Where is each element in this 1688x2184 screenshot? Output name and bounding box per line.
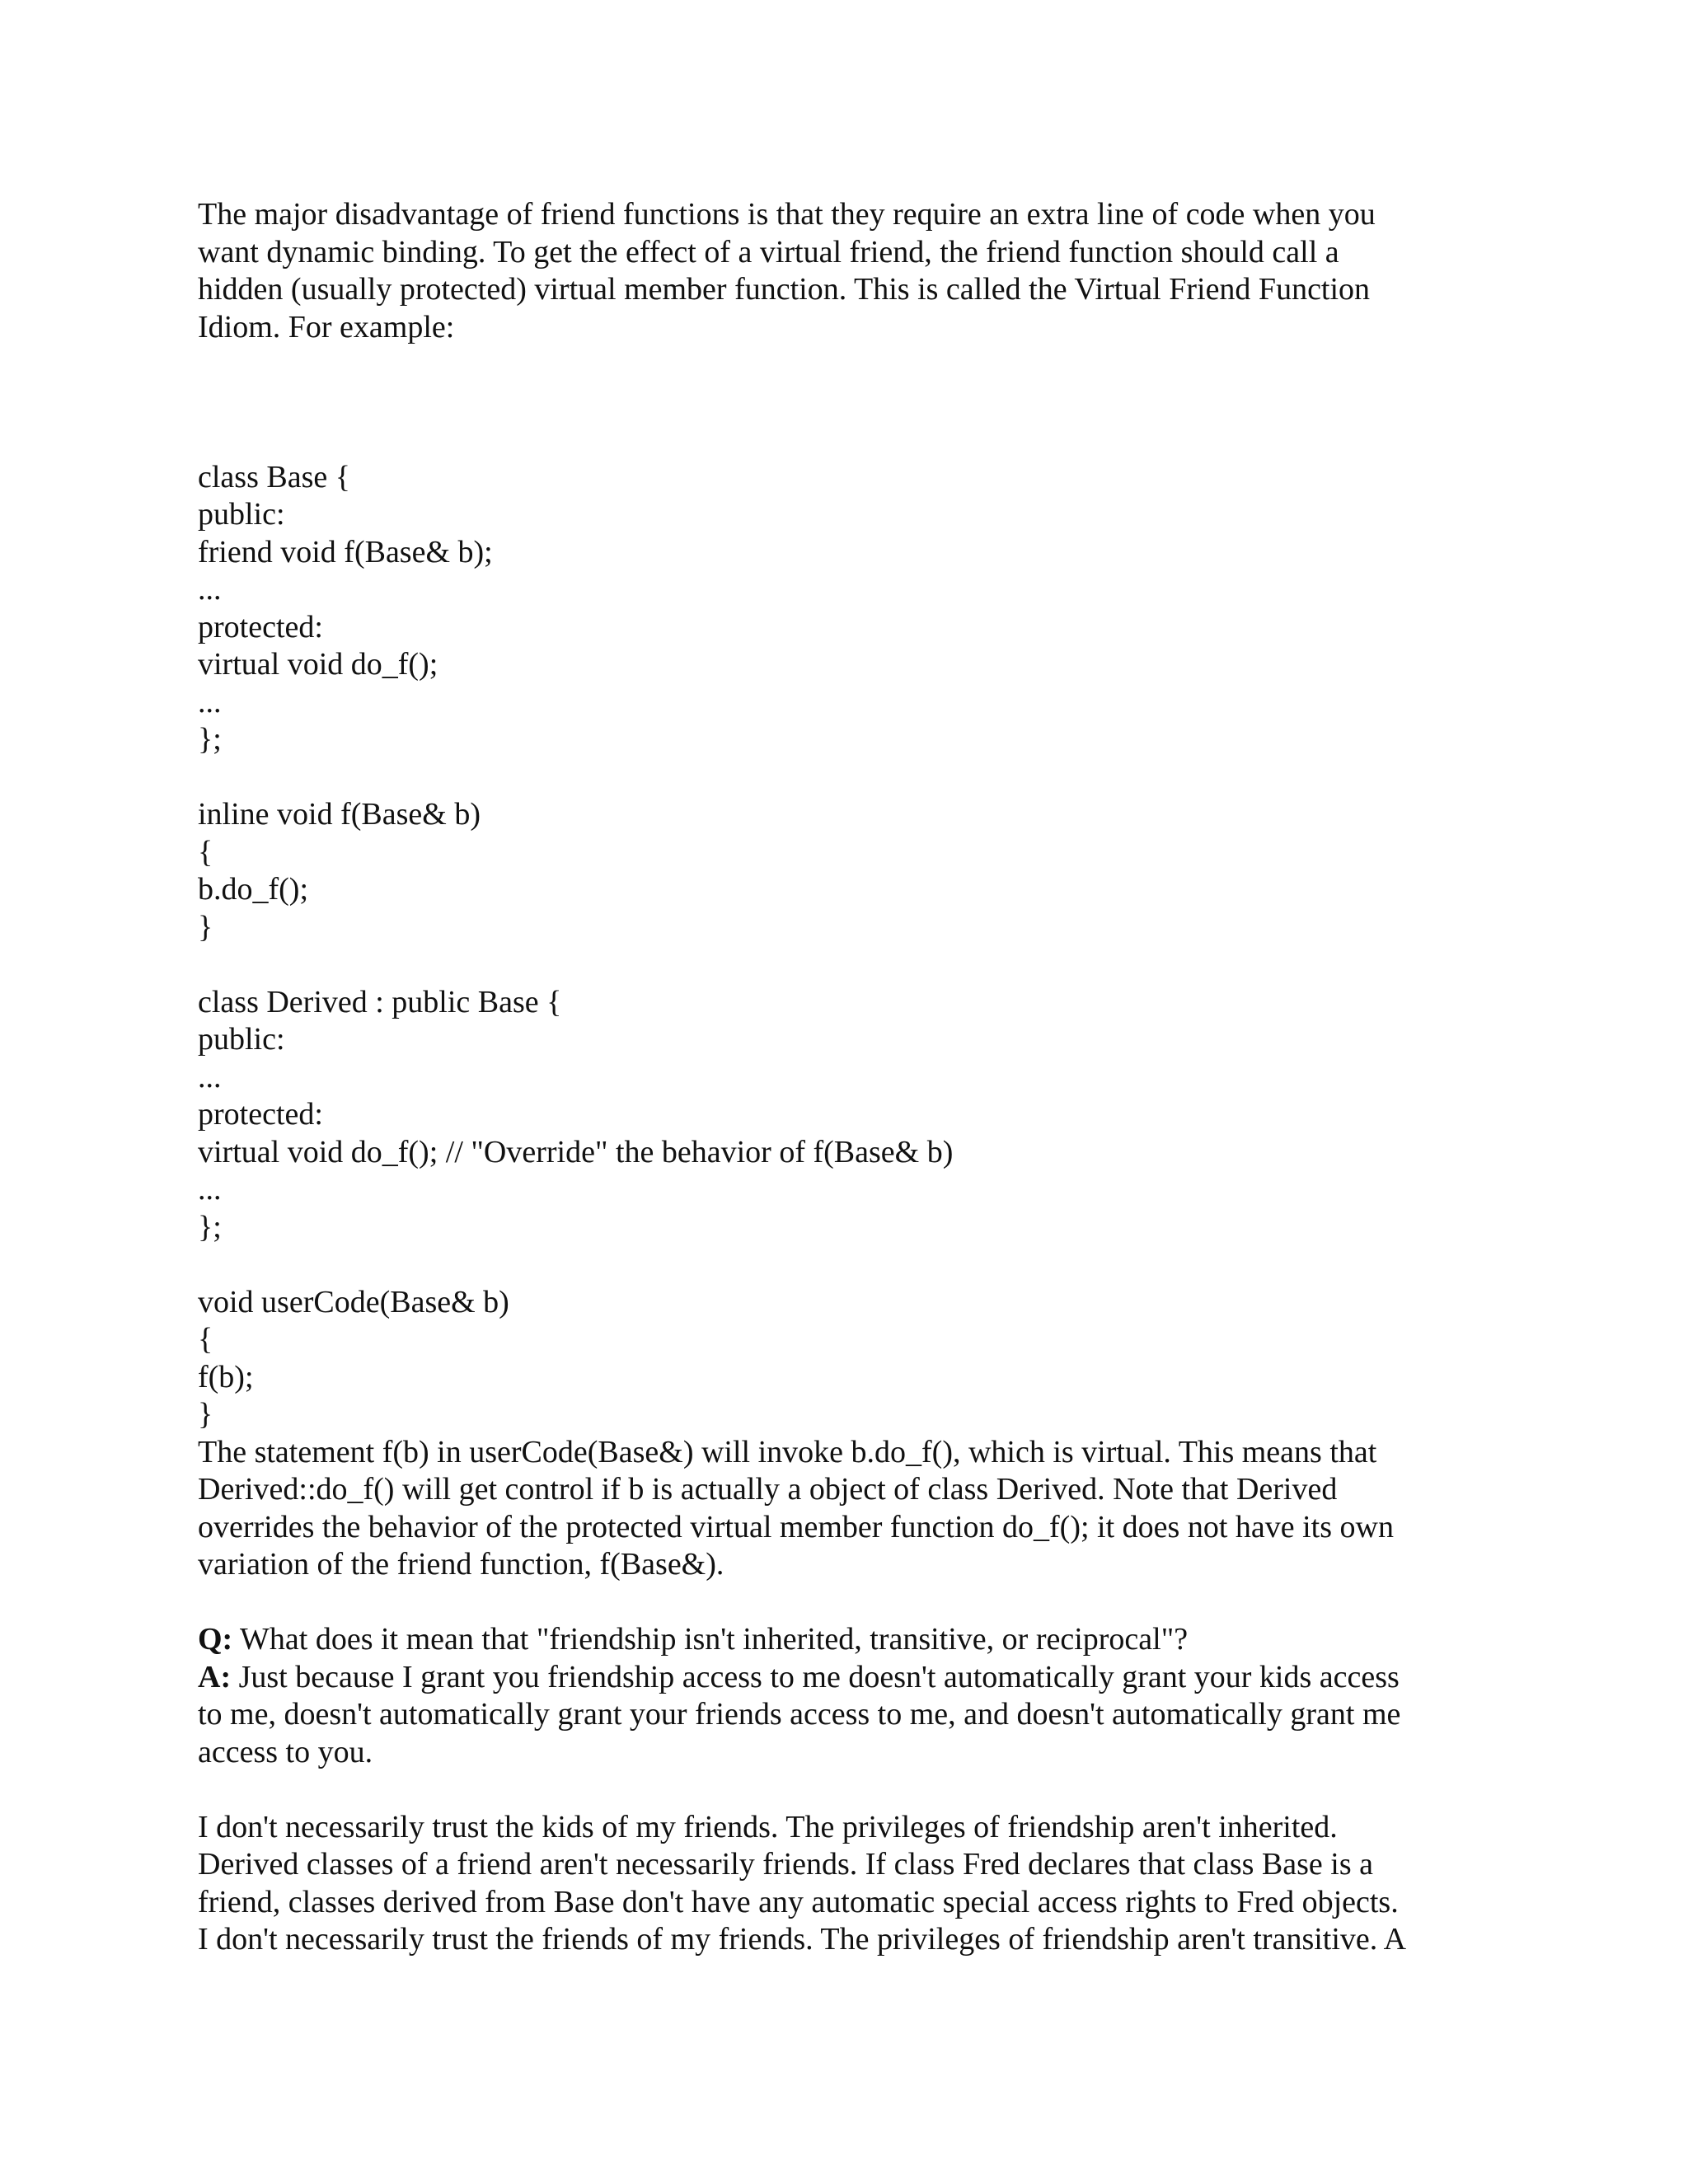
code-block-base-class [198,459,1500,759]
code-line: inline void f(Base& b) [198,797,481,832]
code-line: } [198,909,213,944]
text-line: overrides the behavior of the protected virtual member function do_f(); it does not have its own [198,1509,1394,1544]
code-line: f(b); [198,1359,254,1394]
spacer [198,421,1500,459]
code-line: { [198,834,213,869]
code-line: { [198,1322,213,1357]
qa-block [198,1621,1500,1771]
code-line: friend void f(Base& b); [198,534,493,569]
code-line: }; [198,1209,222,1244]
spacer [198,759,1500,797]
question-line [198,1621,1500,1659]
code-block-derived-class [198,984,1500,1247]
code-line: class Derived : public Base { [198,984,562,1019]
answer-text: Just because I grant you friendship access to me doesn't automatically grant your kids access [231,1659,1400,1694]
text-line: variation of the friend function, f(Base&). [198,1547,724,1582]
text-line: Derived classes of a friend aren't necessarily friends. If class Fred declares that class Base is a [198,1847,1374,1882]
text-line: The major disadvantage of friend functions is that they require an extra line of code when you [198,197,1376,232]
text-line: hidden (usually protected) virtual member function. This is called the Virtual Friend Function [198,272,1371,307]
text-line: The statement f(b) in userCode(Base&) will invoke b.do_f(), which is virtual. This means that [198,1434,1377,1469]
spacer [198,346,1500,421]
explanation-paragraph [198,1434,1500,1584]
code-line: }; [198,722,222,757]
text-line: Derived::do_f() will get control if b is actually a object of class Derived. Note that Derived [198,1472,1338,1507]
spacer [198,1584,1500,1622]
text-line: Idiom. For example: [198,309,455,344]
document-page [198,196,1500,1959]
code-line: ... [198,1059,222,1094]
code-line: } [198,1397,213,1432]
code-line: b.do_f(); [198,872,309,907]
text-line: I don't necessarily trust the kids of my friends. The privileges of friendship aren't inherited. [198,1809,1338,1844]
spacer [198,1246,1500,1284]
answer-line: access to you. [198,1734,373,1769]
code-block-friend-function [198,796,1500,946]
code-line: virtual void do_f(); [198,647,438,682]
code-line: class Base { [198,459,350,494]
code-line: public: [198,1022,285,1057]
question-text: What does it mean that "friendship isn't inherited, transitive, or reciprocal"? [232,1622,1189,1657]
code-line: ... [198,1172,222,1207]
answer-line: to me, doesn't automatically grant your friends access to me, and doesn't automatically grant me [198,1697,1401,1732]
code-line: virtual void do_f(); // "Override" the behavior of f(Base& b) [198,1134,954,1169]
spacer [198,946,1500,984]
text-line: want dynamic binding. To get the effect of a virtual friend, the friend function should call a [198,234,1339,269]
answer-line [198,1659,1500,1697]
spacer [198,1771,1500,1809]
code-line: ... [198,572,222,607]
code-line: public: [198,497,285,532]
code-line: protected: [198,609,323,644]
text-line: friend, classes derived from Base don't have any automatic special access rights to Fred objects. [198,1884,1399,1919]
code-line: ... [198,684,222,719]
code-block-user-code [198,1284,1500,1434]
closing-paragraph [198,1809,1500,1959]
question-label: Q: [198,1622,233,1657]
code-line: void userCode(Base& b) [198,1284,509,1319]
answer-label: A: [198,1659,232,1694]
code-line: protected: [198,1097,323,1132]
text-line: I don't necessarily trust the friends of my friends. The privileges of friendship aren't transitive. A [198,1922,1407,1957]
intro-paragraph [198,196,1500,346]
